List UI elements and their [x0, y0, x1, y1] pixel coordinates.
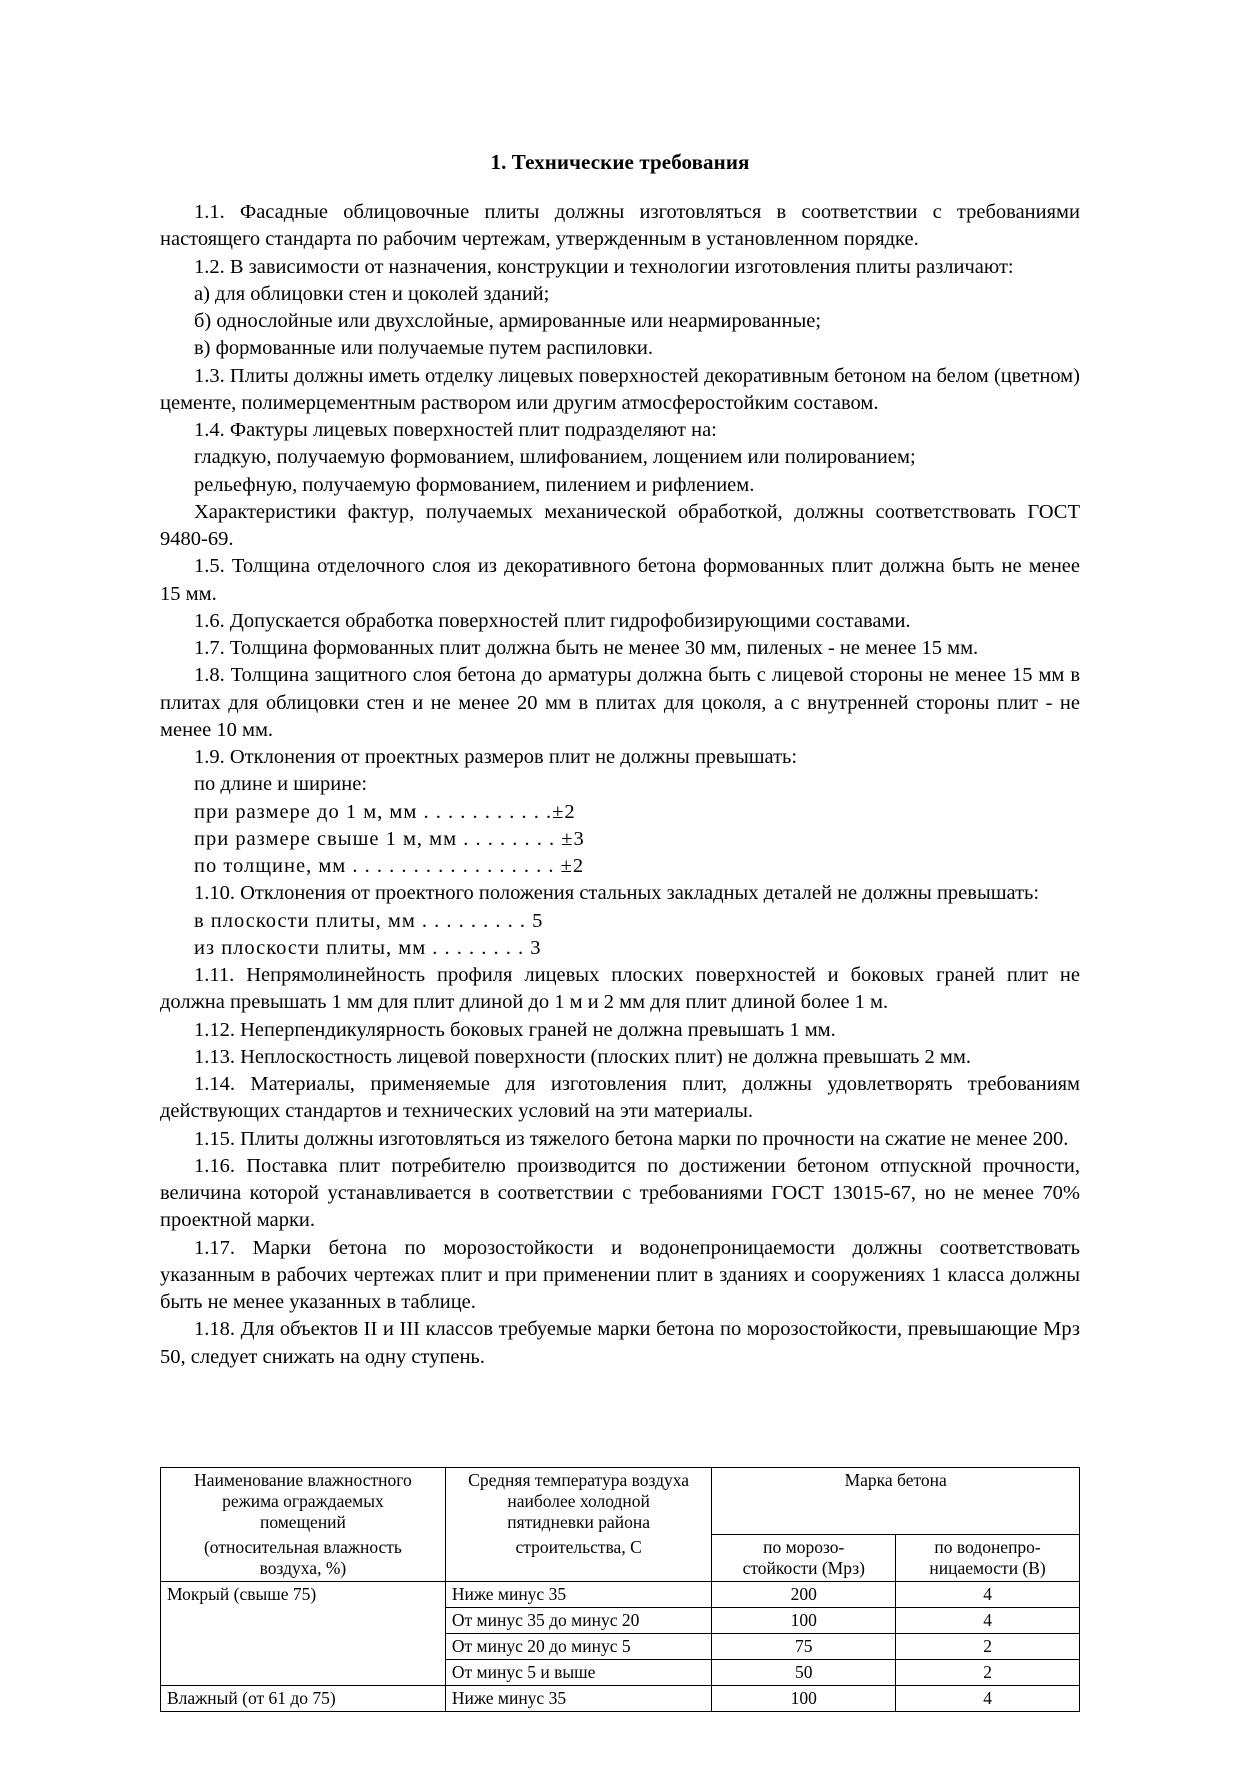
- header-cell-concrete-mark: Марка бетона: [712, 1467, 1080, 1535]
- cell-frost: 100: [712, 1686, 896, 1712]
- header-water-line1: по водонепро-: [934, 1537, 1041, 1558]
- cell-water: 4: [896, 1608, 1080, 1634]
- paragraph-1-10-out-of-plane: из плоскости плиты, мм . . . . . . . . 3: [194, 936, 542, 959]
- header-regime-line2: режима ограждаемых: [222, 1490, 384, 1511]
- page-title: 1. Технические требования: [490, 150, 750, 174]
- paragraph-1-2-a: а) для облицовки стен и цоколей зданий;: [194, 282, 550, 305]
- table-row: [161, 1660, 1080, 1686]
- table-header-row-group: [161, 1467, 1080, 1535]
- paragraph-1-2-b: б) однослойные или двухслойные, армированные или неармированные;: [194, 310, 822, 332]
- header-cell-water-resistance: [896, 1535, 1080, 1582]
- paragraph-1-18: 1.18. Для объектов II и III классов требуемые марки бетона по морозостойкости, превышающие Мрз 50, следует снижать на одну ступень.: [160, 1318, 1080, 1368]
- header-temp-line3: пятидневки района: [507, 1511, 650, 1532]
- paragraph-1-9-over-1m: при размере свыше 1 м, мм . . . . . . . . ±3: [194, 827, 585, 850]
- header-frost-line1: по морозо-: [763, 1537, 845, 1558]
- table-spacer: [160, 1371, 1080, 1467]
- header-temp-line2: наиболее холодной: [507, 1490, 650, 1511]
- concrete-marks-table: [160, 1467, 1080, 1713]
- paragraph-1-13: 1.13. Неплоскостность лицевой поверхности (плоских плит) не должна превышать 2 мм.: [194, 1045, 971, 1068]
- paragraph-1-14: 1.14. Материалы, применяемые для изготовления плит, должны удовлетворять требованиям действующих стандартов и технических условий на эти материалы.: [160, 1073, 1080, 1123]
- paragraph-1-10: 1.10. Отклонения от проектного положения стальных закладных деталей не должны превышать:: [194, 882, 1040, 905]
- document-body: [160, 199, 1080, 1371]
- paragraph-1-17: 1.17. Марки бетона по морозостойкости и водонепроницаемости должны соответствовать указанным в рабочих чертежах плит и при применении плит в зданиях и сооружениях 1 класса должны быть не менее указанных в таблице.: [160, 1236, 1080, 1313]
- paragraph-1-15: 1.15. Плиты должны изготовляться из тяжелого бетона марки по прочности на сжатие не менее 200.: [194, 1127, 1069, 1150]
- cell-temperature: От минус 20 до минус 5: [445, 1634, 712, 1660]
- cell-water: 4: [896, 1686, 1080, 1712]
- paragraph-1-4-smooth: гладкую, получаемую формованием, шлифованием, лощением или полированием;: [194, 446, 916, 469]
- header-regime-line1: Наименование влажностного: [194, 1469, 412, 1490]
- paragraph-1-9-length-width: по длине и ширине:: [194, 773, 368, 796]
- cell-regime: Мокрый (свыше 75): [161, 1582, 446, 1608]
- paragraph-1-9: 1.9. Отклонения от проектных размеров плит не должны превышать:: [194, 746, 798, 768]
- cell-frost: 75: [712, 1634, 896, 1660]
- header-regime-line3: помещений: [259, 1511, 346, 1532]
- paragraph-1-2: 1.2. В зависимости от назначения, конструкции и технологии изготовления плиты различают:: [194, 255, 1014, 278]
- cell-water: 2: [896, 1634, 1080, 1660]
- paragraph-1-4: 1.4. Фактуры лицевых поверхностей плит подразделяют на:: [194, 419, 717, 441]
- table-row: [161, 1582, 1080, 1608]
- paragraph-1-4-characteristics: Характеристики фактур, получаемых механической обработкой, должны соответствовать ГОСТ 9480-69.: [160, 500, 1080, 550]
- paragraph-1-3: 1.3. Плиты должны иметь отделку лицевых поверхностей декоративным бетоном на белом (цветном) цементе, полимерцементным раствором или другим атмосферостойким составом.: [160, 364, 1080, 414]
- cell-water: 2: [896, 1660, 1080, 1686]
- header-cell-frost-resistance: [712, 1535, 896, 1582]
- paragraph-1-2-v: в) формованные или получаемые путем распиловки.: [194, 337, 653, 360]
- paragraph-1-12: 1.12. Неперпендикулярность боковых граней не должна превышать 1 мм.: [194, 1018, 836, 1041]
- cell-frost: 100: [712, 1608, 896, 1634]
- header-water-line2: ницаемости (В): [929, 1558, 1046, 1579]
- table-row: [161, 1634, 1080, 1660]
- cell-temperature: Ниже минус 35: [445, 1686, 712, 1712]
- cell-regime: [161, 1608, 446, 1634]
- header-frost-line2: стойкости (Мрз): [742, 1558, 865, 1579]
- header-cell-regime: [161, 1467, 446, 1535]
- paragraph-1-9-thickness: по толщине, мм . . . . . . . . . . . . . . . . . ±2: [194, 855, 585, 877]
- cell-temperature: Ниже минус 35: [445, 1582, 712, 1608]
- cell-regime: Влажный (от 61 до 75): [161, 1686, 446, 1712]
- cell-regime: [161, 1660, 446, 1686]
- table-row: [161, 1608, 1080, 1634]
- cell-temperature: От минус 5 и выше: [445, 1660, 712, 1686]
- cell-regime: [161, 1634, 446, 1660]
- header-cell-regime-humidity: [161, 1535, 446, 1582]
- paragraph-1-7: 1.7. Толщина формованных плит должна быть не менее 30 мм, пиленых - не менее 15 мм.: [194, 637, 979, 659]
- paragraph-1-9-up-to-1m: при размере до 1 м, мм . . . . . . . . . . .±2: [194, 800, 576, 823]
- cell-frost: 50: [712, 1660, 896, 1686]
- paragraph-1-11: 1.11. Непрямолинейность профиля лицевых плоских поверхностей и боковых граней плит не должна превышать 1 мм для плит длиной до 1 м и 2 мм для плит длиной более 1 м.: [160, 964, 1080, 1014]
- cell-water: 4: [896, 1582, 1080, 1608]
- paragraph-1-6: 1.6. Допускается обработка поверхностей плит гидрофобизирующими составами.: [194, 609, 911, 632]
- table-header-row-sub: [161, 1535, 1080, 1582]
- header-regime-line4: (относительная влажность: [203, 1536, 402, 1557]
- paragraph-1-1: 1.1. Фасадные облицовочные плиты должны изготовляться в соответствии с требованиями настоящего стандарта по рабочим чертежам, утвержденным в установленном порядке.: [160, 201, 1080, 251]
- header-regime-line5: воздуха, %): [259, 1557, 347, 1578]
- header-cell-temperature-construction: [445, 1535, 712, 1582]
- paragraph-1-5: 1.5. Толщина отделочного слоя из декоративного бетона формованных плит должна быть не менее 15 мм.: [160, 555, 1080, 605]
- cell-temperature: От минус 35 до минус 20: [445, 1608, 712, 1634]
- header-temp-line4: строительства, С: [515, 1536, 642, 1557]
- header-temp-line1: Средняя температура воздуха: [468, 1469, 690, 1490]
- paragraph-1-4-relief: рельефную, получаемую формованием, пилением и рифлением.: [194, 473, 755, 496]
- table-row: [161, 1686, 1080, 1712]
- cell-frost: 200: [712, 1582, 896, 1608]
- paragraph-1-16: 1.16. Поставка плит потребителю производится по достижении бетоном отпускной прочности, величина которой устанавливается в соответствии с требованиями ГОСТ 13015-67, но не менее 70% проектной марки.: [160, 1154, 1080, 1232]
- header-cell-temperature: [445, 1467, 712, 1535]
- paragraph-1-8: 1.8. Толщина защитного слоя бетона до арматуры должна быть с лицевой стороны не менее 15 мм в плитах для облицовки стен и не менее 20 мм в плитах для цоколя, а с внутренней стороны плит - не менее 10 мм.: [160, 664, 1080, 741]
- paragraph-1-10-in-plane: в плоскости плиты, мм . . . . . . . . . 5: [194, 909, 544, 932]
